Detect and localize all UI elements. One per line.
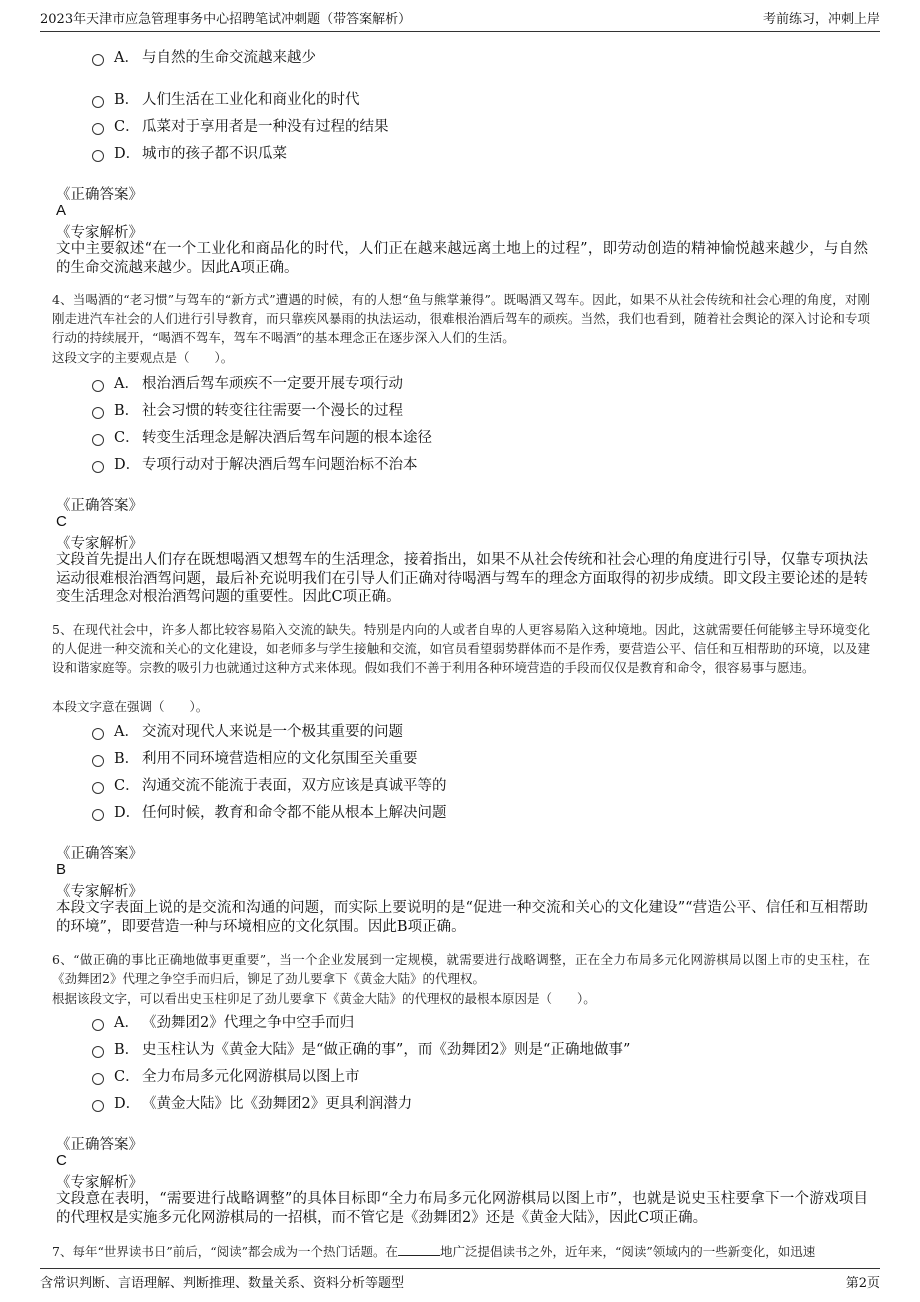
- radio-icon[interactable]: [92, 782, 104, 794]
- analysis-label: 《专家解析》: [56, 1175, 143, 1191]
- radio-icon[interactable]: [92, 1100, 104, 1112]
- question-prompt: 根据该段文字，可以看出史玉柱卯足了劲儿要拿下《黄金大陆》的代理权的最根本原因是（ ）。: [52, 991, 596, 1006]
- analysis-label: 《专家解析》: [56, 884, 143, 900]
- fill-blank[interactable]: [398, 1244, 440, 1256]
- option-d[interactable]: D． 专项行动对于解决酒后驾车问题治标不治本: [92, 453, 418, 474]
- answer-value: C: [56, 513, 67, 530]
- radio-icon[interactable]: [92, 407, 104, 419]
- radio-icon[interactable]: [92, 123, 104, 135]
- analysis-label: 《专家解析》: [56, 225, 143, 241]
- page-header: [40, 10, 880, 32]
- option-c[interactable]: C． 全力布局多元化网游棋局以图上市: [92, 1065, 360, 1086]
- option-d[interactable]: D． 任何时候，教育和命令都不能从根本上解决问题: [92, 801, 447, 822]
- option-b[interactable]: B． 人们生活在工业化和商业化的时代: [92, 88, 360, 109]
- page-number: 第2页: [845, 1276, 880, 1291]
- radio-icon[interactable]: [92, 1073, 104, 1085]
- document-title: 2023年天津市应急管理事务中心招聘笔试冲刺题（带答案解析）: [40, 12, 412, 27]
- radio-icon[interactable]: [92, 1019, 104, 1031]
- option-b[interactable]: B． 史玉柱认为《黄金大陆》是“做正确的事”，而《劲舞团2》则是“正确地做事”: [92, 1038, 630, 1059]
- question-stem: 4、当喝酒的“老习惯”与驾车的“新方式”遭遇的时候，有的人想“鱼与熊掌兼得”。既喝酒又驾车。因此，如果不从社会传统和社会心理的角度，对刚刚走进汽车社会的人们进行引导教育，而只靠疾风暴雨的执法运动，很难根治酒后驾车的顽疾。当然，我们也看到，随着社会舆论的深入讨论和专项行动的持续展开，“喝酒不驾车，驾车不喝酒”的基本理念正在逐步深入人们的生活。: [52, 292, 870, 345]
- header-slogan: 考前练习，冲刺上岸: [762, 12, 880, 27]
- answer-label: 《正确答案》: [56, 187, 143, 203]
- radio-icon[interactable]: [92, 150, 104, 162]
- footer-categories: 含常识判断、言语理解、判断推理、数量关系、资料分析等题型: [40, 1276, 405, 1291]
- radio-icon[interactable]: [92, 434, 104, 446]
- option-c[interactable]: C． 沟通交流不能流于表面，双方应该是真诚平等的: [92, 774, 447, 795]
- question-prompt: 这段文字的主要观点是（ ）。: [52, 350, 234, 365]
- answer-value: B: [56, 861, 67, 878]
- radio-icon[interactable]: [92, 728, 104, 740]
- option-a[interactable]: A． 交流对现代人来说是一个极其重要的问题: [92, 720, 403, 741]
- page-footer: [40, 1268, 880, 1294]
- option-a[interactable]: A． 《劲舞团2》代理之争中空手而归: [92, 1011, 354, 1032]
- radio-icon[interactable]: [92, 809, 104, 821]
- question-stem: 5、在现代社会中，许多人都比较容易陷入交流的缺失。特别是内向的人或者自卑的人更容易陷入这种境地。因此，这就需要任何能够主导环境变化的人促进一种交流和关心的文化建设，如老师多与学生接触和交流，如官员看望弱势群体而不是作秀，要营造公平、信任和互相帮助的环境，以及建设和谐家庭等。宗教的吸引力也就通过这种方式来体现。假如我们不善于利用各种环境营造的手段而仅仅是教育和命令，很容易事与愿违。: [52, 622, 870, 675]
- radio-icon[interactable]: [92, 461, 104, 473]
- answer-value: C: [56, 1152, 67, 1169]
- radio-icon[interactable]: [92, 755, 104, 767]
- analysis-text: 本段文字表面上说的是交流和沟通的问题，而实际上要说明的是“促进一种交流和关心的文化建设”“营造公平、信任和互相帮助的环境”，即要营造一种与环境相应的文化氛围。因此B项正确。: [56, 900, 868, 935]
- radio-icon[interactable]: [92, 96, 104, 108]
- option-c[interactable]: C． 瓜菜对于享用者是一种没有过程的结果: [92, 115, 389, 136]
- option-c[interactable]: C． 转变生活理念是解决酒后驾车问题的根本途径: [92, 426, 432, 447]
- question-prompt: 本段文字意在强调（ ）。: [52, 699, 209, 714]
- analysis-text: 文中主要叙述“在一个工业化和商品化的时代，人们正在越来越远离土地上的过程”，即劳动创造的精神愉悦越来越少，与自然的生命交流越来越少。因此A项正确。: [56, 241, 868, 276]
- option-d[interactable]: D． 城市的孩子都不识瓜菜: [92, 142, 287, 163]
- answer-value: A: [56, 202, 67, 219]
- option-a[interactable]: A． 与自然的生命交流越来越少: [92, 46, 316, 67]
- option-a[interactable]: A． 根治酒后驾车顽疾不一定要开展专项行动: [92, 372, 403, 393]
- answer-label: 《正确答案》: [56, 1137, 143, 1153]
- option-b[interactable]: B． 社会习惯的转变往往需要一个漫长的过程: [92, 399, 403, 420]
- analysis-text: 文段意在表明，“需要进行战略调整”的具体目标即“全力布局多元化网游棋局以图上市”，也就是说史玉柱要拿下一个游戏项目的代理权是实施多元化网游棋局的一招棋，而不管它是《劲舞团2》还是《黄金大陆》，因此C项正确。: [56, 1191, 868, 1226]
- analysis-label: 《专家解析》: [56, 536, 143, 552]
- radio-icon[interactable]: [92, 1046, 104, 1058]
- analysis-text: 文段首先提出人们存在既想喝酒又想驾车的生活理念，接着指出，如果不从社会传统和社会心理的角度进行引导，仅靠专项执法运动很难根治酒驾问题，最后补充说明我们在引导人们正确对待喝酒与驾车的理念方面取得的初步成绩。即文段主要论述的是转变生活理念对根治酒驾问题的重要性。因此C项正确。: [56, 552, 868, 605]
- option-b[interactable]: B． 利用不同环境营造相应的文化氛围至关重要: [92, 747, 418, 768]
- option-d[interactable]: D． 《黄金大陆》比《劲舞团2》更具利润潜力: [92, 1092, 412, 1113]
- radio-icon[interactable]: [92, 54, 104, 66]
- radio-icon[interactable]: [92, 380, 104, 392]
- question-stem: 6、“做正确的事比正确地做事更重要”，当一个企业发展到一定规模，就需要进行战略调整，正在全力布局多元化网游棋局以图上市的史玉柱，在《劲舞团2》代理之争空手而归后，铆足了劲儿要拿下《黄金大陆》的代理权。: [52, 952, 870, 986]
- answer-label: 《正确答案》: [56, 846, 143, 862]
- question-stem: 7、每年“世界读书日”前后，“阅读”都会成为一个热门话题。在 地广泛提倡读书之外，近年来，“阅读”领域内的一些新变化，如迅速: [52, 1244, 816, 1259]
- answer-label: 《正确答案》: [56, 498, 143, 514]
